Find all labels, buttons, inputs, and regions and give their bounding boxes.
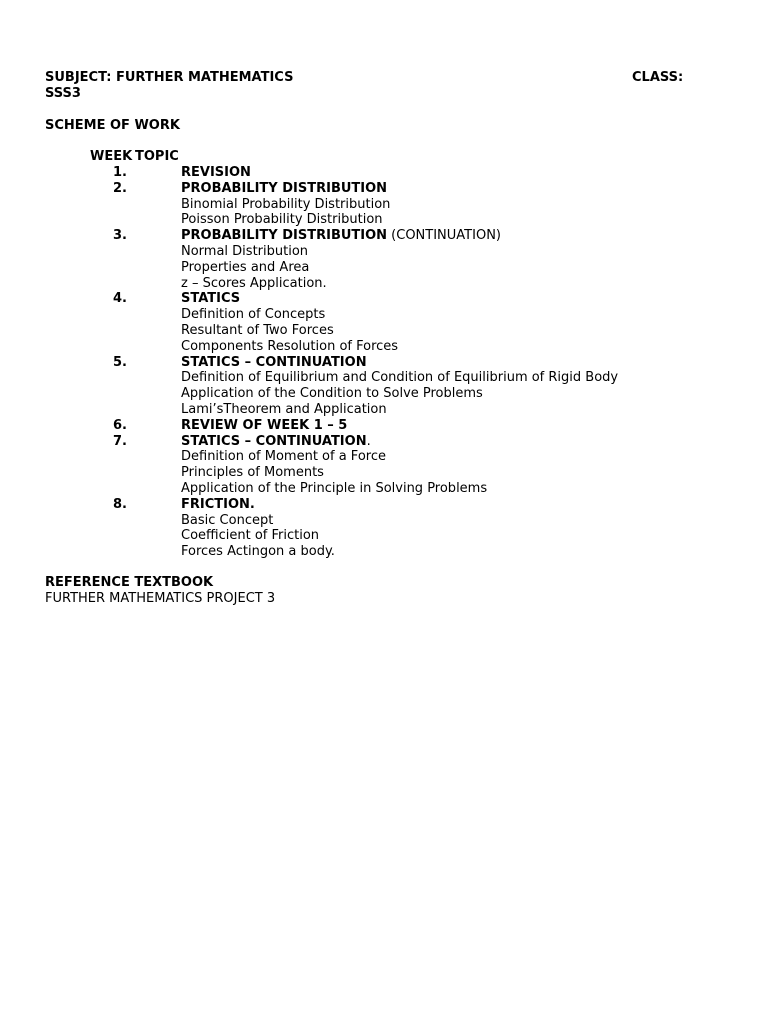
subtopic-item: Properties and Area bbox=[181, 260, 310, 275]
subtopic-item: Coefficient of Friction bbox=[181, 528, 320, 543]
subtopic-item: Normal Distribution bbox=[181, 244, 309, 259]
week-number: 8. bbox=[113, 497, 127, 512]
week-topic-title bbox=[181, 434, 371, 450]
subtopic-item: Principles of Moments bbox=[181, 465, 324, 480]
subtopic-item: Binomial Probability Distribution bbox=[181, 197, 391, 212]
topic-column-header: TOPIC bbox=[135, 149, 179, 164]
week-number: 7. bbox=[113, 434, 127, 449]
subtopic-item: Application of the Condition to Solve Problems bbox=[181, 386, 483, 401]
subtopic-item: Poisson Probability Distribution bbox=[181, 212, 383, 227]
week-topic-title-text: FRICTION. bbox=[181, 497, 255, 512]
week-topic-title bbox=[181, 497, 255, 513]
week-topic-title bbox=[181, 418, 347, 434]
class-value: SSS3 bbox=[45, 86, 81, 101]
subtopic-item: Components Resolution of Forces bbox=[181, 339, 399, 354]
week-column-header: WEEK bbox=[90, 149, 133, 164]
scheme-title: SCHEME OF WORK bbox=[45, 118, 180, 133]
week-topic-title bbox=[181, 355, 367, 371]
class-label: CLASS: bbox=[632, 70, 684, 85]
week-topic-title-text: REVISION bbox=[181, 165, 251, 180]
subject-line: SUBJECT: FURTHER MATHEMATICS bbox=[45, 70, 294, 85]
week-topic-title-text: STATICS – CONTINUATION bbox=[181, 355, 367, 370]
subtopic-item: Basic Concept bbox=[181, 513, 274, 528]
subtopic-item: Forces Actingon a body. bbox=[181, 544, 335, 559]
subtopic-item: Definition of Moment of a Force bbox=[181, 449, 386, 464]
subtopic-item: Application of the Principle in Solving Problems bbox=[181, 481, 488, 496]
week-number: 1. bbox=[113, 165, 127, 180]
subtopic-item: Definition of Equilibrium and Condition of Equilibrium of Rigid Body bbox=[181, 370, 619, 385]
week-number: 4. bbox=[113, 291, 127, 306]
reference-heading: REFERENCE TEXTBOOK bbox=[45, 575, 214, 590]
subtopic-item: Definition of Concepts bbox=[181, 307, 326, 322]
week-topic-title-text: PROBABILITY DISTRIBUTION bbox=[181, 228, 388, 243]
week-topic-title-text: STATICS bbox=[181, 291, 241, 306]
week-topic-title bbox=[181, 228, 501, 244]
week-topic-title bbox=[181, 165, 251, 181]
subtopic-item: Resultant of Two Forces bbox=[181, 323, 334, 338]
week-topic-title-suffix: (CONTINUATION) bbox=[387, 228, 501, 243]
week-topic-title bbox=[181, 291, 240, 307]
subtopic-item: z – Scores Application. bbox=[181, 276, 327, 291]
week-topic-title-text: REVIEW OF WEEK 1 – 5 bbox=[181, 418, 348, 433]
week-topic-title bbox=[181, 181, 387, 197]
week-number: 6. bbox=[113, 418, 127, 433]
week-topic-title-text: STATICS – CONTINUATION bbox=[181, 434, 367, 449]
week-number: 2. bbox=[113, 181, 127, 196]
week-topic-title-text: PROBABILITY DISTRIBUTION bbox=[181, 181, 388, 196]
week-number: 5. bbox=[113, 355, 127, 370]
reference-book: FURTHER MATHEMATICS PROJECT 3 bbox=[45, 591, 276, 606]
subtopic-item: Lami’sTheorem and Application bbox=[181, 402, 387, 417]
week-number: 3. bbox=[113, 228, 127, 243]
week-topic-title-suffix: . bbox=[366, 434, 371, 449]
